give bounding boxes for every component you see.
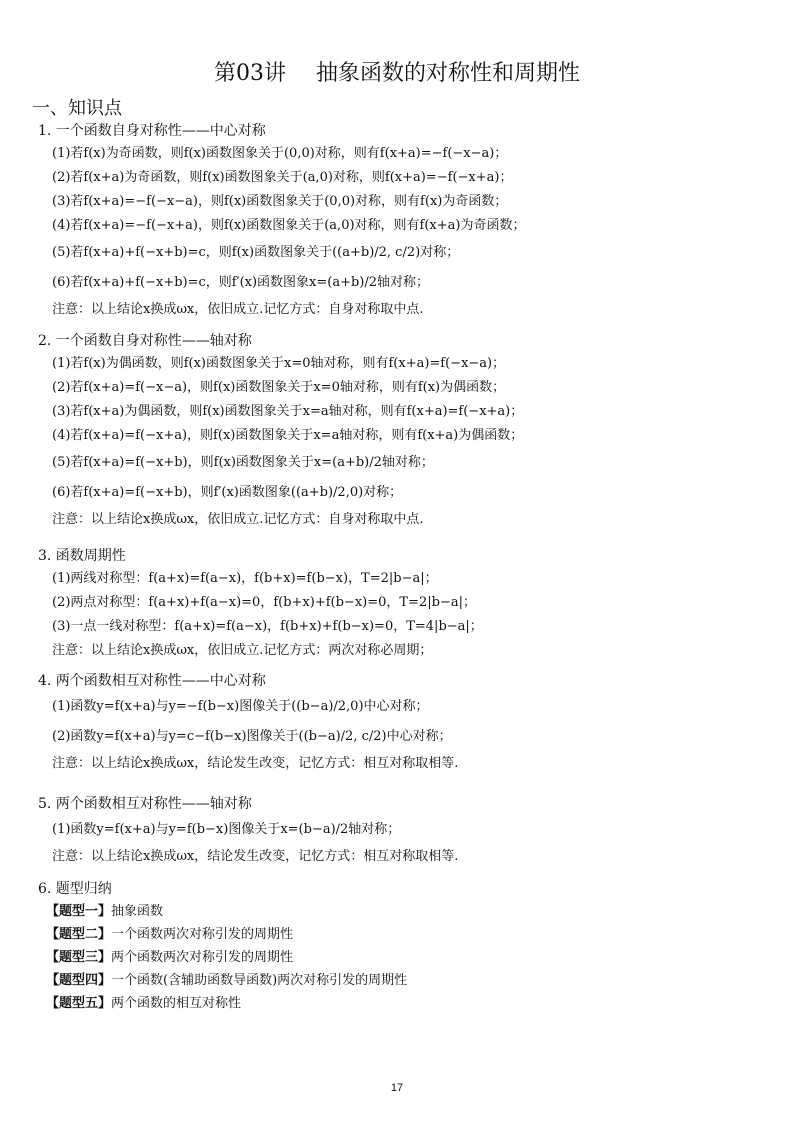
problem-type-item [38, 969, 758, 992]
problem-type-text: 一个函数两次对称引发的周期性 [111, 927, 294, 942]
rule-line: (2)若f(x+a)为奇函数，则f(x)函数图象关于(a,0)对称，则f(x+a)=−f(−x+a)； [52, 170, 513, 185]
problem-type-text: 两个函数两次对称引发的周期性 [111, 950, 294, 965]
problem-type-item [38, 900, 758, 923]
problem-type-item [38, 992, 758, 1015]
section-title: 5. 两个函数相互对称性——轴对称 [38, 796, 252, 812]
problem-type-tag: 【题型四】 [46, 973, 112, 988]
rule-line: (5)若f(x+a)=f(−x+b)，则f(x)函数图象关于x=(a+b)/2轴对称； [52, 455, 434, 470]
lecture-number: 第03讲 [213, 61, 286, 86]
section-title: 3. 函数周期性 [38, 548, 126, 564]
section-problem-types [38, 878, 758, 1015]
note-line: 注意：以上结论x换成ωx，依旧成立.记忆方式：自身对称取中点. [52, 512, 424, 527]
note-line: 注意：以上结论x换成ωx，结论发生改变，记忆方式：相互对称取相等. [52, 849, 459, 864]
rule-line: (2)两点对称型：f(a+x)+f(a−x)=0，f(b+x)+f(b−x)=0，T=2|b−a|； [52, 595, 476, 610]
lecture-title: 抽象函数的对称性和周期性 [315, 61, 580, 86]
rule-line: (4)若f(x+a)=f(−x+a)，则f(x)函数图象关于x=a轴对称，则有f(x+a)为偶函数； [52, 428, 524, 443]
rule-line: (4)若f(x+a)=−f(−x+a)，则f(x)函数图象关于(a,0)对称，则有f(x+a)为奇函数； [52, 218, 526, 233]
problem-type-text: 两个函数的相互对称性 [111, 996, 242, 1011]
problem-type-tag: 【题型一】 [46, 904, 112, 919]
rule-line: (1)若f(x)为偶函数，则f(x)函数图象关于x=0轴对称，则有f(x+a)=f(−x−a)； [52, 356, 506, 371]
rule-line: (6)若f(x+a)+f(−x+b)=c，则f′(x)函数图象x=(a+b)/2轴对称； [52, 275, 430, 290]
problem-type-item [38, 946, 758, 969]
rule-line: (6)若f(x+a)=f(−x+b)，则f′(x)函数图象((a+b)/2,0)对称； [52, 485, 403, 500]
section-title: 6. 题型归纳 [38, 881, 112, 897]
rule-line: (1)两线对称型：f(a+x)=f(a−x)，f(b+x)=f(b−x)，T=2|b−a|； [52, 571, 438, 586]
section-center-symmetry-self [38, 120, 758, 322]
rule-line: (1)函数y=f(x+a)与y=−f(b−x)图像关于((b−a)/2,0)中心对称； [52, 699, 429, 714]
page-number: 17 [390, 1082, 404, 1094]
problem-type-tag: 【题型五】 [46, 996, 112, 1011]
section-center-symmetry-mutual [38, 670, 758, 776]
rule-line: (1)函数y=f(x+a)与y=f(b−x)图像关于x=(b−a)/2轴对称； [52, 822, 401, 837]
rule-line: (3)若f(x+a)=−f(−x−a)，则f(x)函数图象关于(0,0)对称，则有f(x)为奇函数； [52, 194, 508, 209]
section-axis-symmetry-self [38, 330, 758, 532]
problem-type-tag: 【题型三】 [46, 950, 112, 965]
problem-type-tag: 【题型二】 [46, 927, 112, 942]
rule-line: (2)若f(x+a)=f(−x−a)，则f(x)函数图象关于x=0轴对称，则有f(x)为偶函数； [52, 380, 506, 395]
note-line: 注意：以上结论x换成ωx，依旧成立.记忆方式：自身对称取中点. [52, 302, 424, 317]
section-title: 1. 一个函数自身对称性——中心对称 [38, 123, 266, 139]
note-line: 注意：以上结论x换成ωx，依旧成立.记忆方式：两次对称必周期； [52, 643, 433, 658]
rule-line: (1)若f(x)为奇函数，则f(x)函数图象关于(0,0)对称，则有f(x+a)=−f(−x−a)； [52, 146, 508, 161]
section-heading: 一、知识点 [32, 98, 122, 119]
note-line: 注意：以上结论x换成ωx，结论发生改变，记忆方式：相互对称取相等. [52, 756, 459, 771]
section-axis-symmetry-mutual [38, 793, 758, 869]
section-periodicity [38, 545, 758, 663]
problem-type-item [38, 923, 758, 946]
problem-type-text: 抽象函数 [111, 904, 164, 919]
problem-type-text: 一个函数(含辅助函数导函数)两次对称引发的周期性 [111, 973, 408, 988]
page-title [0, 56, 794, 87]
rule-line: (3)一点一线对称型：f(a+x)=f(a−x)，f(b+x)+f(b−x)=0，T=4|b−a|； [52, 619, 483, 634]
section-title: 4. 两个函数相互对称性——中心对称 [38, 673, 266, 689]
section-title: 2. 一个函数自身对称性——轴对称 [38, 333, 252, 349]
rule-line: (3)若f(x+a)为偶函数，则f(x)函数图象关于x=a轴对称，则有f(x+a)=f(−x+a)； [52, 404, 524, 419]
rule-line: (5)若f(x+a)+f(−x+b)=c，则f(x)函数图象关于((a+b)/2, c/2)对称； [52, 245, 460, 260]
rule-line: (2)函数y=f(x+a)与y=c−f(b−x)图像关于((b−a)/2, c/2)中心对称； [52, 729, 452, 744]
